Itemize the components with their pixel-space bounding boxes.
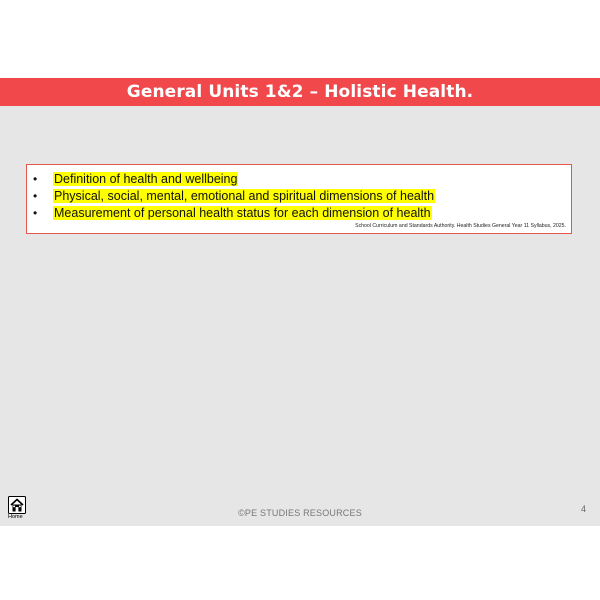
- bullet-icon: •: [33, 188, 38, 203]
- bullet-text: Physical, social, mental, emotional and spiritual dimensions of health: [54, 188, 435, 203]
- slide: [0, 78, 600, 526]
- bullet-list: [31, 170, 435, 221]
- list-item: [31, 170, 435, 187]
- slide-title: General Units 1&2 – Holistic Health.: [0, 78, 600, 106]
- content-box: [26, 164, 572, 234]
- citation: School Curriculum and Standards Authority. Health Studies General Year 11 Syllabus, 2025.: [355, 223, 566, 229]
- home-label: Home: [8, 514, 23, 520]
- bullet-icon: •: [33, 171, 38, 186]
- bullet-text: Measurement of personal health status for each dimension of health: [54, 205, 431, 220]
- list-item: [31, 204, 435, 221]
- copyright-footer: ©PE STUDIES RESOURCES: [238, 508, 362, 518]
- list-item: [31, 187, 435, 204]
- bullet-text: Definition of health and wellbeing: [54, 171, 238, 186]
- page-number: 4: [580, 504, 586, 514]
- bullet-icon: •: [33, 205, 38, 220]
